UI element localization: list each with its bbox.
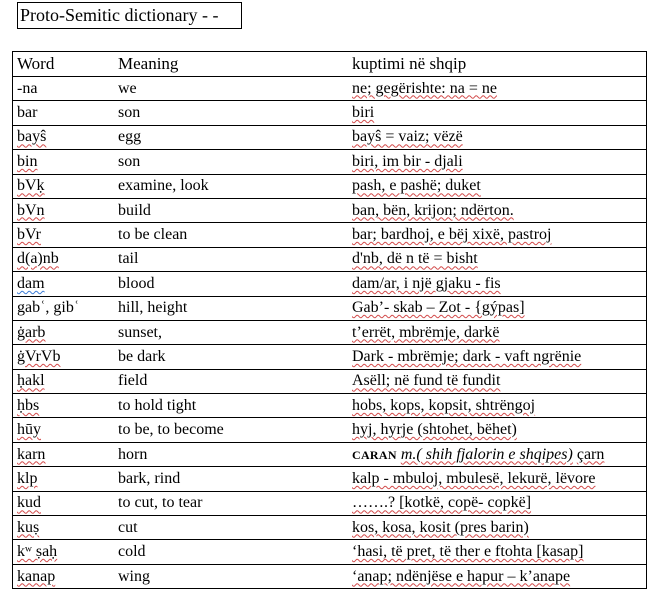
word-cell: bayŝ	[13, 125, 115, 149]
table-row	[13, 296, 647, 320]
albanian-note: m.( shih fjalorin e shqipes)	[400, 445, 573, 463]
header-meaning: Meaning	[114, 52, 348, 77]
albanian-cell: d'nb, dë n të = bisht	[348, 247, 647, 271]
word-cell: bin	[13, 150, 115, 174]
albanian-cell: pash, e pashë; duket	[348, 174, 647, 198]
albanian-cell: hyj, hyrje (shtohet, bëhet)	[348, 418, 647, 442]
table-row	[13, 247, 647, 271]
table-row	[13, 150, 647, 174]
albanian-cell: kos, kosa, kosit (pres barin)	[348, 516, 647, 540]
word-cell: ġarb	[13, 320, 115, 344]
albanian-cell: bayŝ = vaiz; vëzë	[348, 125, 647, 149]
table-row	[13, 442, 647, 466]
table-row	[13, 394, 647, 418]
table-row	[13, 467, 647, 491]
meaning-cell: son	[114, 101, 348, 125]
meaning-cell: to cut, to tear	[114, 491, 348, 515]
meaning-cell: cold	[114, 540, 348, 564]
albanian-cell: biri, im bir - djali	[348, 150, 647, 174]
word-cell: gabʿ, gibʿ	[13, 296, 115, 320]
albanian-cell: Asëll; në fund të fundit	[348, 369, 647, 393]
word-cell: klp	[13, 467, 115, 491]
table-row	[13, 77, 647, 101]
albanian-cell: Gab’- skab – Zot - {gýpas]	[348, 296, 647, 320]
albanian-suffix: çarn	[576, 445, 605, 463]
table-row	[13, 491, 647, 515]
meaning-cell: egg	[114, 125, 348, 149]
meaning-cell: to be clean	[114, 223, 348, 247]
word-cell: kuṣ	[13, 516, 115, 540]
word-cell: hūy	[13, 418, 115, 442]
albanian-cell	[348, 442, 647, 466]
word-cell: bVr	[13, 223, 115, 247]
word-cell: bVn	[13, 198, 115, 222]
header-albanian: kuptimi në shqip	[348, 52, 647, 77]
meaning-cell: son	[114, 150, 348, 174]
table-row	[13, 223, 647, 247]
table-row	[13, 516, 647, 540]
albanian-cell: hobs, kops, kopsit, shtrëngoj	[348, 394, 647, 418]
albanian-cell: kalp - mbuloj, mbulesë, lekurë, lëvore	[348, 467, 647, 491]
meaning-cell: horn	[114, 442, 348, 466]
word-cell: ġVrVb	[13, 345, 115, 369]
header-word: Word	[13, 52, 115, 77]
document-title: Proto-Semitic dictionary - -	[17, 2, 242, 29]
table-row	[13, 101, 647, 125]
word-cell: ḥbs	[13, 394, 115, 418]
table-row	[13, 540, 647, 564]
albanian-cell: Dark - mbrëmje; dark - vaft ngrënie	[348, 345, 647, 369]
albanian-cell: t’errët, mbrëmje, darkë	[348, 320, 647, 344]
word-cell: bar	[13, 101, 115, 125]
albanian-cell: dam/ar, i një gjaku - fis	[348, 272, 647, 296]
table-row	[13, 369, 647, 393]
meaning-cell: field	[114, 369, 348, 393]
table-row	[13, 174, 647, 198]
albanian-cell: ‘hasi, të pret, të ther e ftohta [kasap]	[348, 540, 647, 564]
table-row	[13, 198, 647, 222]
albanian-cell: ban, bën, krijon; ndërton.	[348, 198, 647, 222]
table-row	[13, 320, 647, 344]
table-row	[13, 418, 647, 442]
albanian-cell: ne; gegërishte: na = ne	[348, 77, 647, 101]
meaning-cell: bark, rind	[114, 467, 348, 491]
meaning-cell: hill, height	[114, 296, 348, 320]
word-cell: kud	[13, 491, 115, 515]
word-cell: d(a)nb	[13, 247, 115, 271]
meaning-cell: blood	[114, 272, 348, 296]
word-cell: dam	[13, 272, 115, 296]
meaning-cell: to be, to become	[114, 418, 348, 442]
table-row	[13, 345, 647, 369]
meaning-cell: sunset,	[114, 320, 348, 344]
table-row	[13, 125, 647, 149]
dictionary-table	[12, 51, 647, 589]
meaning-cell: we	[114, 77, 348, 101]
word-cell: bVḳ	[13, 174, 115, 198]
table-header-row	[13, 52, 647, 77]
albanian-cell: …….? [kotkë, copë- copkë]	[348, 491, 647, 515]
table-row	[13, 564, 647, 588]
word-cell: kʷ ṣaḥ	[13, 540, 115, 564]
word-cell: kanap	[13, 564, 115, 588]
meaning-cell: to hold tight	[114, 394, 348, 418]
table-row	[13, 272, 647, 296]
meaning-cell: cut	[114, 516, 348, 540]
meaning-cell: be dark	[114, 345, 348, 369]
albanian-cell: ‘anap; ndënjëse e hapur – k’anape	[348, 564, 647, 588]
word-cell: karn	[13, 442, 115, 466]
word-cell: ḥakl	[13, 369, 115, 393]
meaning-cell: build	[114, 198, 348, 222]
albanian-caps-word: CARAN	[352, 447, 397, 462]
albanian-cell	[348, 101, 647, 125]
albanian-cell: bar; bardhoj, e bëj xixë, pastroj	[348, 223, 647, 247]
meaning-cell: wing	[114, 564, 348, 588]
word-cell: -na	[13, 77, 115, 101]
albanian-text: biri	[352, 104, 375, 122]
meaning-cell: examine, look	[114, 174, 348, 198]
meaning-cell: tail	[114, 247, 348, 271]
